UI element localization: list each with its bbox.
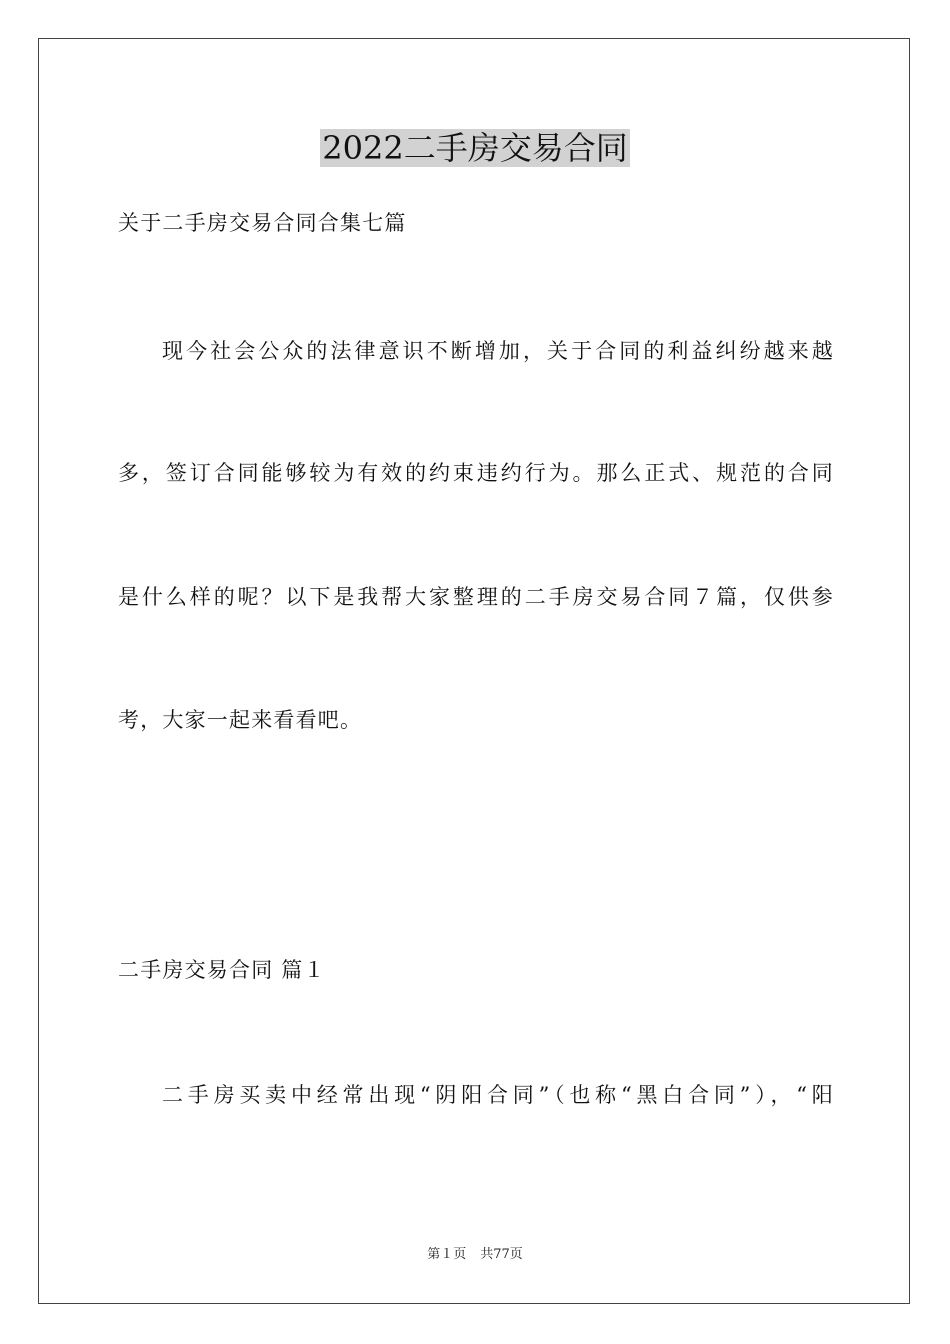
- intro-line-4: 考，大家一起来看看吧。: [118, 708, 363, 732]
- intro-line-2: 多，签订合同能够较为有效的约束违约行为。那么正式、规范的合同: [118, 461, 834, 485]
- page-footer: [0, 1246, 950, 1264]
- page-number: 第１页: [427, 1247, 467, 1262]
- intro-line-3: 是什么样的呢？以下是我帮大家整理的二手房交易合同７篇，仅供参: [118, 585, 834, 609]
- document-subtitle: 关于二手房交易合同合集七篇: [118, 211, 407, 235]
- document-title-text: 2022二手房交易合同: [322, 129, 628, 167]
- document-title: [0, 127, 950, 169]
- section-heading: 二手房交易合同 篇１: [118, 958, 326, 982]
- section-first-line: 二手房买卖中经常出现“阴阳合同”（也称“黑白合同”），“阳: [162, 1083, 834, 1107]
- page-total: 共77页: [480, 1247, 523, 1262]
- intro-line-1: 现今社会公众的法律意识不断增加，关于合同的利益纠纷越来越: [162, 339, 834, 363]
